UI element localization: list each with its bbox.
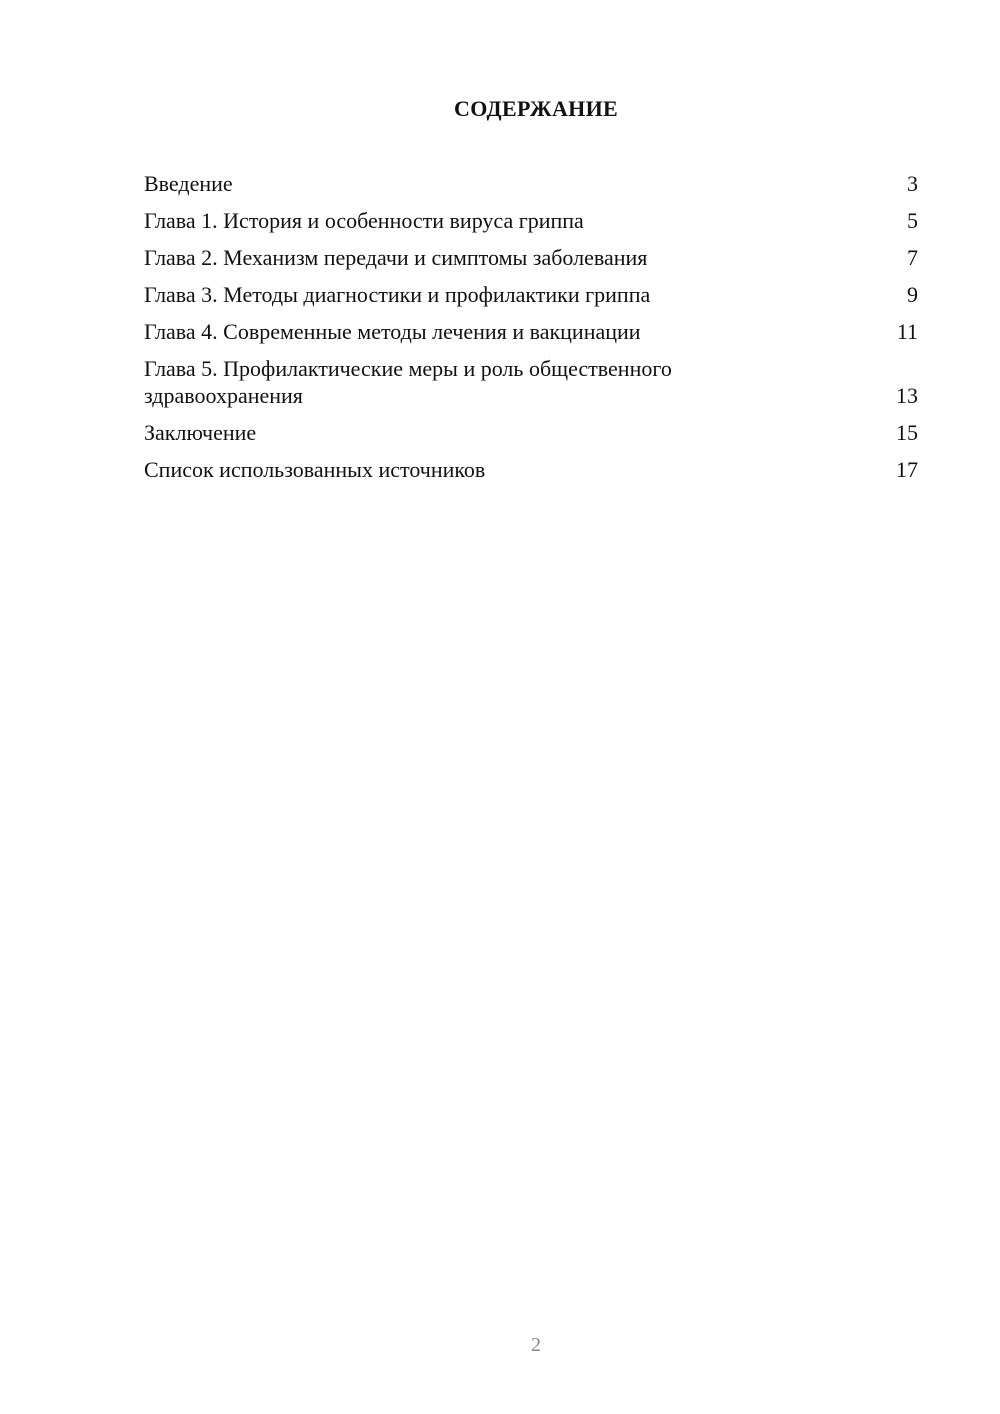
toc-entry-label: Глава 1. История и особенности вируса гриппа xyxy=(144,208,584,233)
toc-entry-page: 15 xyxy=(896,420,918,445)
toc-entry-introduction xyxy=(144,170,918,197)
page-title: СОДЕРЖАНИЕ xyxy=(454,96,618,121)
toc-entry-label: Глава 3. Методы диагностики и профилактики гриппа xyxy=(144,282,651,307)
toc-entry-chapter-5 xyxy=(144,355,918,409)
toc-entry-page: 17 xyxy=(896,457,918,482)
toc-entry-references xyxy=(144,456,918,483)
toc-entry-label: Введение xyxy=(144,171,233,196)
toc-entry-label: Глава 5. Профилактические меры и роль общественного здравоохранения xyxy=(144,356,672,408)
toc-entry-page: 3 xyxy=(907,171,918,196)
toc-entry-page: 7 xyxy=(907,245,918,270)
toc-entry-page: 11 xyxy=(896,319,918,344)
toc-entry-page: 9 xyxy=(907,282,918,307)
page-number: 2 xyxy=(531,1334,541,1356)
toc-entry-label: Заключение xyxy=(144,420,257,445)
toc-entry-page: 13 xyxy=(896,383,918,408)
toc-entry-page: 5 xyxy=(907,208,918,233)
toc-entry-chapter-1 xyxy=(144,207,918,234)
toc-entry-label: Глава 2. Механизм передачи и симптомы заболевания xyxy=(144,245,648,270)
toc-entry-conclusion xyxy=(144,419,918,446)
table-of-contents xyxy=(144,170,918,493)
toc-entry-label: Глава 4. Современные методы лечения и вакцинации xyxy=(144,319,641,344)
toc-entry-chapter-3 xyxy=(144,281,918,308)
toc-entry-chapter-2 xyxy=(144,244,918,271)
toc-entry-label: Список использованных источников xyxy=(144,457,486,482)
toc-entry-chapter-4 xyxy=(144,318,918,345)
